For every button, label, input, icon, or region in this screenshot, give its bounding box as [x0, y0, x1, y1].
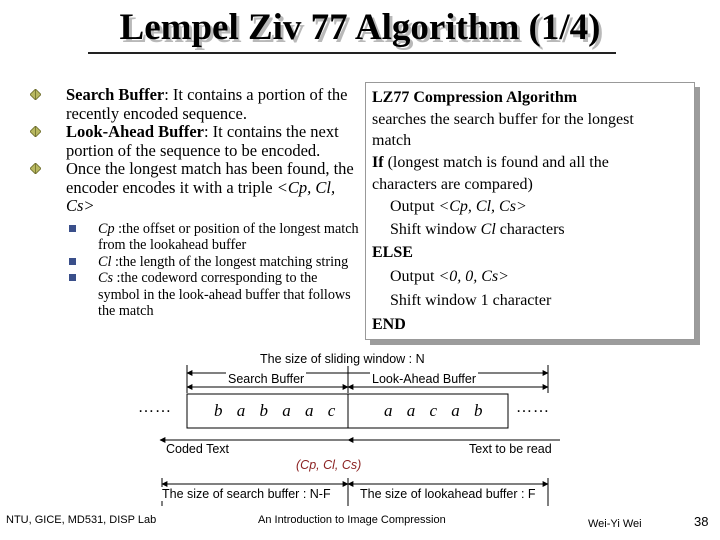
- footer-course: NTU, GICE, MD531, DISP Lab: [6, 514, 157, 526]
- symbol-cs-definition: :the codeword corresponding to the symbol in the look-ahead buffer that follows the match: [98, 270, 351, 319]
- lookahead-buffer-size-label: The size of lookahead buffer : F: [360, 487, 536, 501]
- lookahead-buffer-label: Look-Ahead Buffer: [372, 372, 477, 386]
- encoder-triple-text: Once the longest match has been found, the encoder encodes it with a triple: [66, 159, 354, 197]
- coded-text-label: Coded Text: [166, 442, 230, 456]
- slide-title: Lempel Ziv 77 Algorithm (1/4): [119, 7, 601, 48]
- output-zero-step: Output <0, 0, Cs>: [390, 268, 509, 285]
- term-search-buffer: Search Buffer: [66, 85, 165, 104]
- triple-output-label: (Cp, Cl, Cs): [296, 458, 362, 472]
- footer-author: Wei-Yi Wei: [588, 518, 642, 530]
- algorithm-heading: LZ77 Compression Algorithm: [372, 89, 578, 106]
- preceding-ellipsis: ……: [138, 399, 172, 416]
- end-keyword: END: [372, 316, 406, 333]
- if-condition-cont: characters are compared): [372, 176, 533, 193]
- search-buffer-label: Search Buffer: [228, 372, 305, 386]
- symbol-cp-definition: :the offset or position of the longest match from the lookahead buffer: [98, 220, 359, 253]
- output-triple-step: Output <Cp, Cl, Cs>: [390, 198, 527, 215]
- page-number: 38: [694, 514, 709, 529]
- search-buffer-definition: : It contains a portion of the recently encoded sequence.: [66, 85, 348, 123]
- text-to-read-label: Text to be read: [469, 442, 552, 456]
- if-condition: If (longest match is found and all the: [372, 154, 609, 171]
- else-keyword: ELSE: [372, 244, 413, 261]
- term-lookahead-buffer: Look-Ahead Buffer: [66, 122, 204, 141]
- lookahead-buffer-definition: : It contains the next portion of the sequence to be encoded.: [66, 122, 339, 160]
- symbol-cl: Cl: [98, 253, 112, 270]
- search-buffer-size-label: The size of search buffer : N-F: [162, 487, 331, 501]
- symbol-cl-definition: :the length of the longest matching string: [111, 253, 349, 270]
- shift-cl-step: Shift window Cl characters: [390, 221, 565, 238]
- lookahead-sequence: a a c a b: [384, 401, 488, 420]
- symbol-cp: Cp: [98, 220, 115, 237]
- triple-notation: <Cp, Cl, Cs>: [66, 177, 336, 215]
- following-ellipsis: ……: [516, 399, 550, 416]
- algorithm-description-cont: match: [372, 132, 412, 149]
- footer-title: An Introduction to Image Compression: [258, 514, 446, 526]
- symbol-cs: Cs: [98, 270, 113, 286]
- algorithm-description: searches the search buffer for the longest: [372, 111, 634, 128]
- shift-one-step: Shift window 1 character: [390, 292, 552, 309]
- sliding-window-label: The size of sliding window : N: [260, 352, 425, 366]
- search-buffer-sequence: b a b a a c: [214, 401, 341, 420]
